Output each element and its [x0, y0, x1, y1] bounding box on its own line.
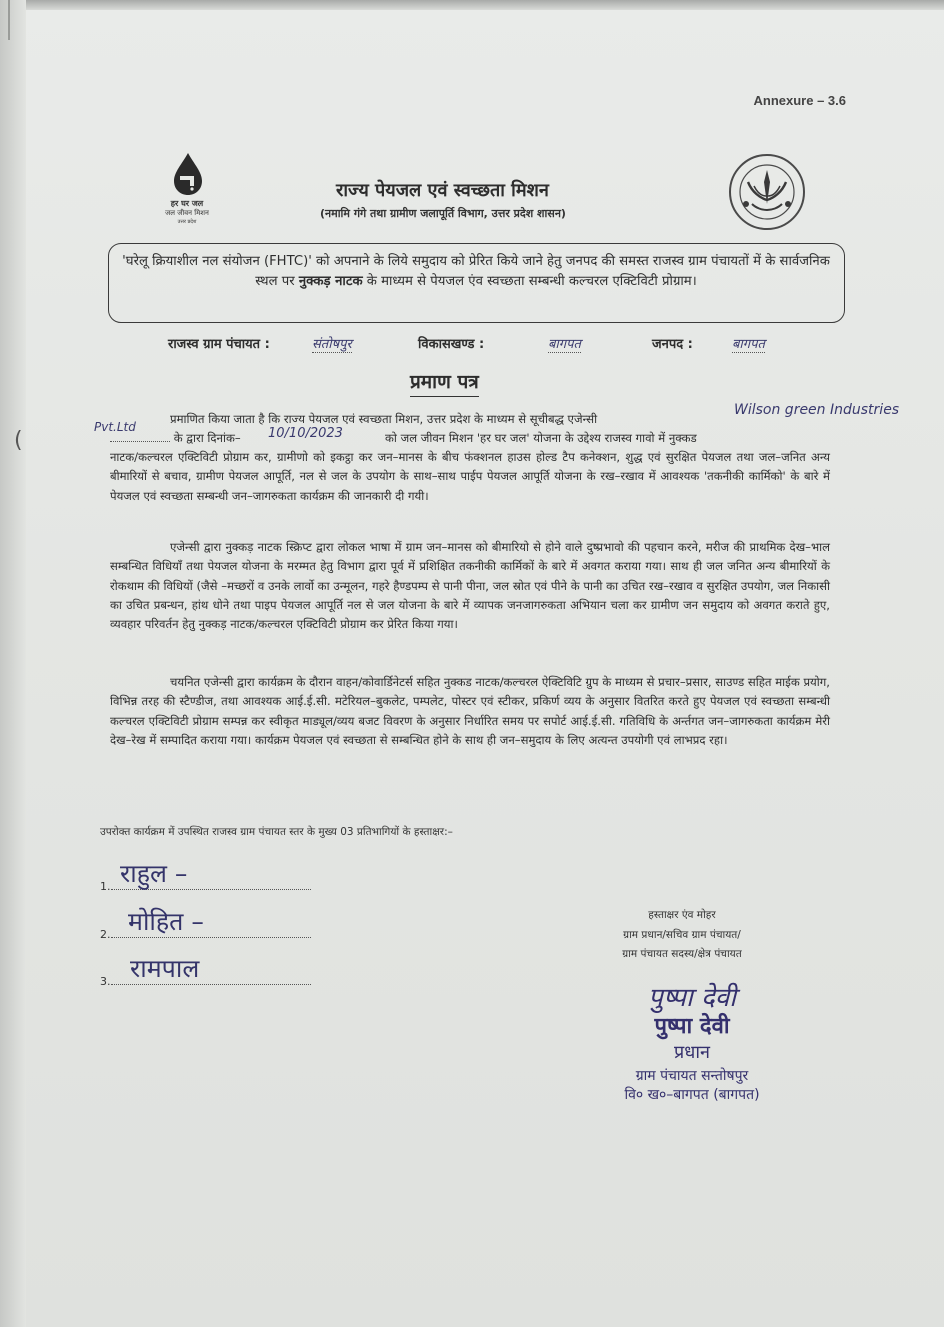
- participant-num-2: 2.: [100, 928, 111, 941]
- program-description-box: [108, 243, 845, 323]
- box-text-bold: नुक्कड़ नाटक: [298, 274, 363, 289]
- block-label: विकासखण्ड :: [418, 337, 485, 352]
- pradhan-stamp: [592, 978, 792, 1104]
- participant-signature-1: राहुल –: [120, 859, 188, 888]
- para1-line2b: को जल जीवन मिशन 'हर घर जल' योजना के उद्देश्य राजस्व गावो में नुक्कड: [385, 431, 697, 445]
- box-text-before: 'घरेलू क्रियाशील नल संयोजन (FHTC)' को अपनाने के लिये समुदाय को प्रेरित किये जाने हेतु जनपद की समस्त राजस्व ग्राम पंचायतों में के सार्वजनिक स्थल पर: [122, 254, 830, 289]
- authority-line-1: हस्ताक्षर एंव मोहर: [648, 909, 716, 921]
- participant-signature-3: रामपाल: [130, 954, 200, 983]
- panchayat-label: राजस्व ग्राम पंचायत :: [168, 337, 270, 352]
- participants-intro: उपरोक्त कार्यक्रम में उपस्थित राजस्व ग्राम पंचायत स्तर के मुख्य 03 प्रतिभागियों के हस्ताक्षर:–: [100, 826, 453, 838]
- panchayat-fields-row: [168, 334, 828, 358]
- para1-line2a: [110, 429, 270, 448]
- program-description-text: [115, 252, 837, 292]
- para1-rest: नाटक/कल्चरल एक्टिविटी प्रोग्राम कर, ग्रामीणो को इकट्ठा कर जन–मानस के बीच फंक्शनल हाउस होल्ड टैप कनेक्शन, शुद्ध एवं सुरक्षित पेयजल तथा जल–जनित अन्य बीमारियों से बचाव, ग्रामीण पेयजल आपूर्ति, नल से जल के उपयोग के साथ–साथ पाईप पेयजल आपूर्ति योजना के रख–रखाव में आवश्यक 'तकनीकी कार्मिको' के बारे में पेयजल एवं स्वच्छता सम्बन्धी जन–जागरुकता कार्यक्रम की जानकारी दी गयी।: [110, 450, 830, 503]
- panchayat-value: संतोषपुर: [312, 334, 352, 353]
- authority-line-3: ग्राम पंचायत सदस्य/क्षेत्र पंचायत: [622, 948, 742, 960]
- paper-top-edge: [0, 0, 944, 10]
- handwritten-agency-name: Wilson green Industries: [734, 402, 900, 418]
- har-ghar-jal-logo: [150, 152, 224, 230]
- mission-subtitle: (नमामि गंगे तथा ग्रामीण जलापूर्ति विभाग, उत्तर प्रदेश शासन): [320, 207, 566, 220]
- para3: [110, 673, 830, 750]
- stamp-panchayat: ग्राम पंचायत सन्तोषपुर: [635, 1068, 749, 1084]
- participant-signature-2: मोहित –: [128, 907, 204, 936]
- participant-num-3: 3.: [100, 975, 111, 988]
- authority-line-2: ग्राम प्रधान/सचिव ग्राम पंचायत/: [623, 928, 741, 941]
- para1-line1: प्रमाणित किया जाता है कि राज्य पेयजल एवं स्वच्छता मिशन, उत्तर प्रदेश के माध्यम से सूचीबद्ध एजेन्सी: [170, 412, 598, 426]
- para2: [110, 538, 830, 634]
- handwritten-date: 10/10/2023: [268, 426, 343, 441]
- paper-fold-mark: [8, 0, 24, 40]
- logo-caption-3: उत्तर प्रदेश: [177, 219, 197, 225]
- logo-caption-1: हर घर जल: [170, 199, 204, 208]
- district-value: बागपत: [732, 334, 765, 353]
- district-label: जनपद :: [652, 337, 693, 352]
- certificate-heading: प्रमाण पत्र: [410, 368, 479, 397]
- annexure-label: Annexure – 3.6: [753, 93, 846, 108]
- box-text-after: के माध्यम से पेयजल एंव स्वच्छता सम्बन्धी कल्चरल एक्टिविटी प्रोग्राम।: [362, 274, 697, 289]
- stamp-block: वि० ख०–बागपत (बागपत): [624, 1087, 760, 1103]
- water-drop-tap-icon: [171, 152, 205, 196]
- margin-bracket: (: [14, 428, 23, 453]
- participant-num-1: 1.: [100, 880, 111, 893]
- paper-left-edge: [0, 0, 26, 1327]
- block-value: बागपत: [548, 334, 581, 353]
- para2-text: एजेन्सी द्वारा नुक्कड़ नाटक स्क्रिप्ट द्वारा लोकल भाषा में ग्राम जन–मानस को बीमारियो से होने वाले दुष्प्रभावो की पहचान करने, मरीज की प्राथमिक देख–भाल सम्बन्धित विधियाँ तथा पेयजल योजना के मरम्मत हेतु विभाग द्वारा पूर्व में प्रशिक्षित तकनीकी कार्मिकों के बारे में अवगत कराया गया। साथ ही जल जनित अन्य बीमारियों के रोकथाम की विधियों (जैसे –मच्छरों व उनके लार्वो का उन्मूलन, गहरे हैण्डपम्प से पानी पीना, जल स्रोत एवं पीने के पानी का उचित रख–रखाव व सुरक्षित उपयोग, जल निकासी का उचित प्रबन्धन, हांथ धोने तथा पाइप पेयजल आपूर्ति नल से जल योजना के बारे में व्यापक जनजागरुकता अभियान चला कर ग्रामीण जन समुदाय को अवगत कराते हुए, व्यवहार परिवर्तन हेतु नुक्कड़ नाटक/कल्चरल एक्टिविटी प्रोग्राम कर प्रेरित किया गया।: [110, 540, 830, 632]
- handwritten-pvt-ltd: Pvt.Ltd: [94, 420, 136, 434]
- authority-block: [582, 906, 782, 965]
- logo-caption-2: जल जीवन मिशन: [165, 209, 209, 217]
- pradhan-signature: पुष्पा देवी: [648, 983, 736, 1013]
- blank-dots: [110, 441, 170, 442]
- para1-line2a-text: के द्वारा दिनांक–: [173, 431, 241, 445]
- mission-title: राज्य पेयजल एवं स्वच्छता मिशन: [336, 180, 549, 201]
- stamp-designation: प्रधान: [674, 1042, 710, 1063]
- para3-text: चयनित एजेन्सी द्वारा कार्यक्रम के दौरान वाहन/कोवार्डिनेटर्स सहित नुक्कड नाटक/कल्चरल ऐक्टिविटि ग्रुप के माध्यम से प्रचार–प्रसार, साउण्ड सहित माईक प्रयोग, विभिन्न तरह की स्टैण्डीज, तथा आवश्यक आई.ई.सी. मटेरियल–बुकलेट, पम्पलेट, पोस्टर एवं स्टीकर, प्रकिर्ण व्यय के अनुसार वितरित करते हुए पेयजल एवं स्वच्छता सम्बन्धी कल्चरल एक्टिविटी प्रोग्राम सम्पन्न कर स्वीकृत माड्यूल/व्यय बजट विवरण के अनुसार निर्धारित समय पर सपोर्ट आई.ई.सी. गतिविधि के अर्न्तगत जन–जागरुकता कार्यक्रम मेरी देख–रेख में सम्पादित कराया गया। कार्यक्रम पेयजल एवं स्वच्छता से सम्बन्धित होने के साथ ही जन–समुदाय के लिए अत्यन्त उपयोगी एवं लाभप्रद रहा।: [110, 675, 830, 747]
- up-state-emblem-icon: [722, 152, 812, 232]
- stamp-name: पुष्पा देवी: [654, 1014, 730, 1039]
